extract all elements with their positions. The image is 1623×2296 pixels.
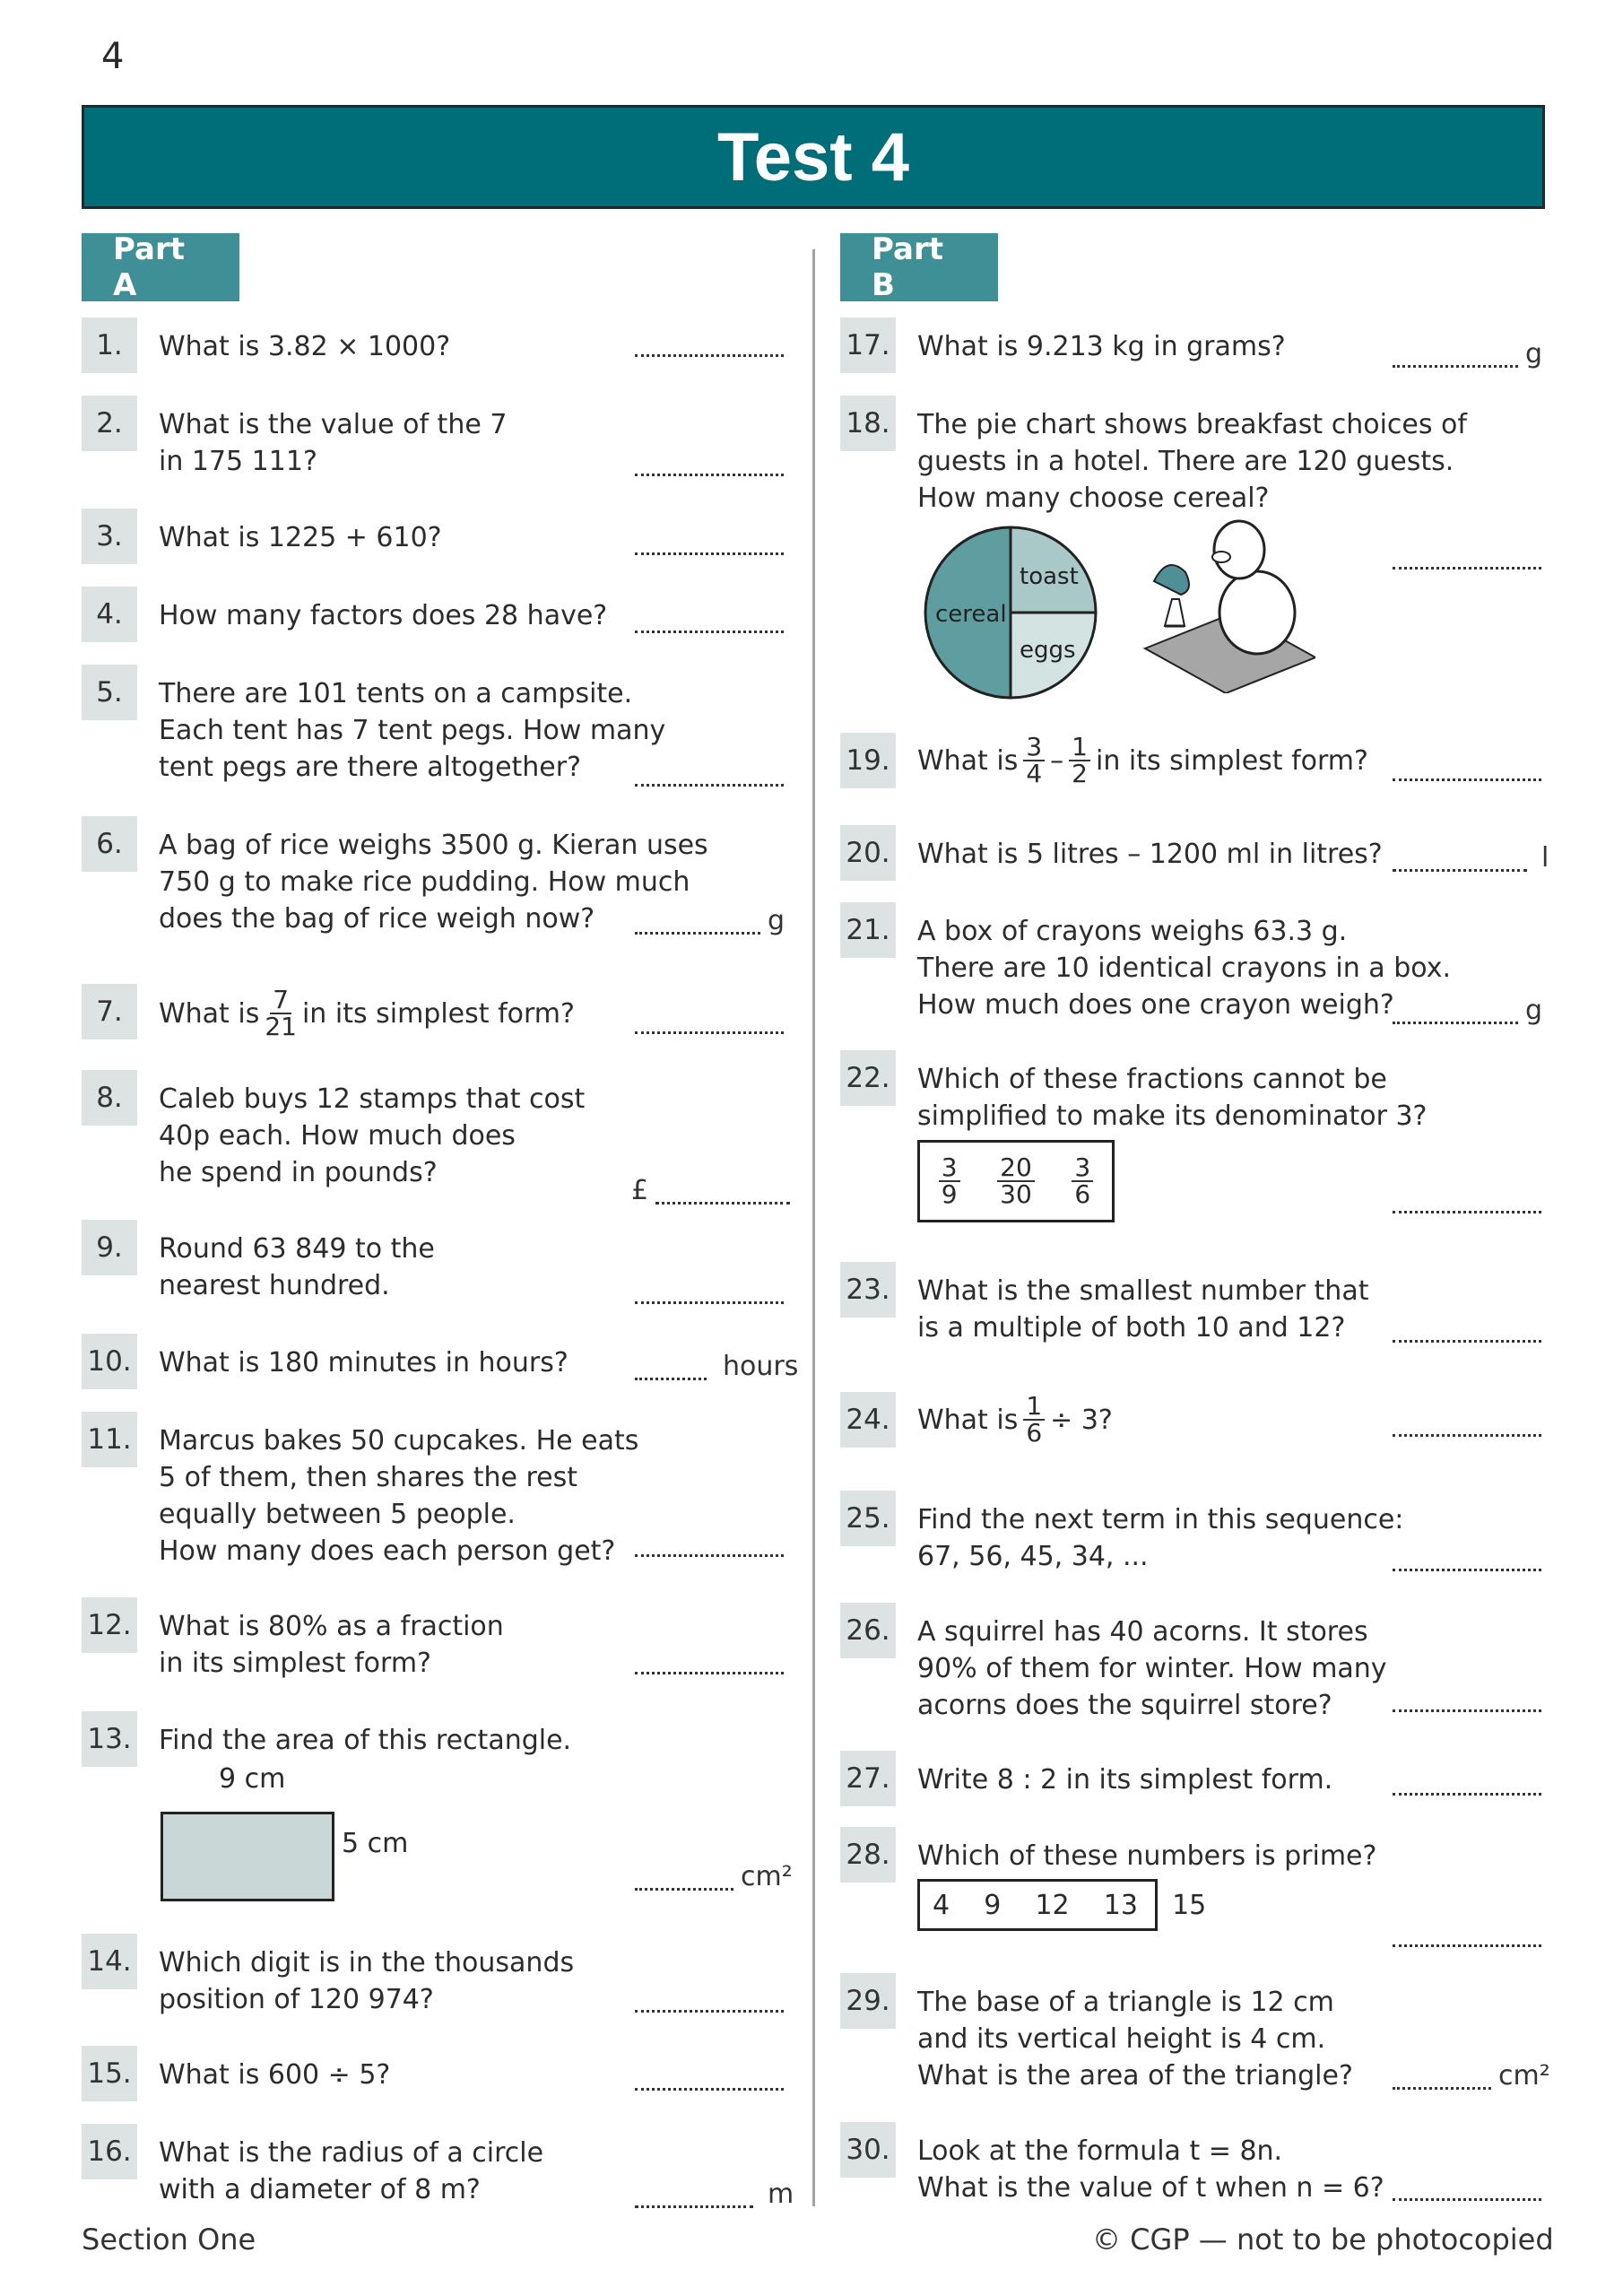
part-b-tab: Part B <box>840 233 998 301</box>
answer-field[interactable] <box>635 1300 784 1304</box>
answer-field[interactable] <box>635 1031 784 1034</box>
question-number: 27. <box>840 1751 896 1806</box>
question-number: 14. <box>82 1934 137 1989</box>
question-number: 1. <box>82 317 137 373</box>
question-text: What is the smallest number that is a multiple of both 10 and 12? <box>917 1275 1369 1344</box>
question-text: What is the radius of a circle with a diameter of 8 m? <box>159 2137 544 2205</box>
answer-field[interactable] <box>1393 2197 1541 2201</box>
question-number: 18. <box>840 396 896 451</box>
rectangle-width-label: 9 cm <box>219 1763 286 1795</box>
answer-field[interactable] <box>1393 1944 1541 1947</box>
fraction: $\frac{3}{4}$ <box>1023 735 1045 787</box>
title-banner <box>82 105 1545 209</box>
fraction: $\frac{1}{6}$ <box>1023 1394 1045 1446</box>
question-number: 13. <box>82 1711 137 1767</box>
fraction-option: $\frac{20}{30}$ <box>997 1155 1035 1207</box>
question-text: What is $\frac{3}{4}$ – $\frac{1}{2}$ in its simplest form? <box>917 732 1368 788</box>
question-number: 17. <box>840 317 896 373</box>
question-text: Find the area of this rectangle. <box>159 1725 572 1756</box>
question-number: 6. <box>82 816 137 872</box>
question-number: 7. <box>82 984 137 1039</box>
question-text: Which of these fractions cannot be simplified to make its denominator 3? <box>917 1064 1428 1132</box>
footer-section-label: Section One <box>82 2222 256 2257</box>
question-number: 26. <box>840 1603 896 1658</box>
answer-field[interactable] <box>635 1553 784 1557</box>
answer-field[interactable] <box>635 473 784 476</box>
question-number: 8. <box>82 1070 137 1126</box>
page-title: Test 4 <box>716 118 909 196</box>
question-text: Which digit is in the thousands position of 120 974? <box>159 1947 575 2015</box>
question-number: 22. <box>840 1050 896 1106</box>
rectangle-height-label: 5 cm <box>342 1828 409 1859</box>
question-number: 25. <box>840 1491 896 1546</box>
question-text: Find the next term in this sequence: 67, 56, 45, 34, ... <box>917 1504 1404 1572</box>
answer-field[interactable] <box>1393 1568 1541 1571</box>
question-text: What is 5 litres – 1200 ml in litres? <box>917 839 1383 870</box>
question-text: A box of crayons weighs 63.3 g. There are 10 identical crayons in a box. How much does one crayon weigh? <box>917 916 1451 1021</box>
answer-field[interactable] <box>1393 1339 1541 1343</box>
question-text: What is 180 minutes in hours? <box>159 1347 568 1378</box>
answer-field[interactable]: g <box>1393 997 1542 1024</box>
question-text: What is 3.82 × 1000? <box>159 331 451 362</box>
answer-field[interactable]: m <box>635 2181 794 2208</box>
question-number: 30. <box>840 2122 896 2178</box>
question-text: The base of a triangle is 12 cm and its vertical height is 4 cm. What is the area of the triangle? <box>917 1987 1353 2092</box>
question-number: 2. <box>82 396 137 451</box>
answer-field[interactable]: cm² <box>1393 2063 1550 2090</box>
answer-field[interactable] <box>635 783 784 787</box>
answer-field[interactable] <box>1393 1433 1541 1437</box>
answer-field[interactable] <box>635 2009 784 2013</box>
answer-field[interactable] <box>635 552 784 555</box>
question-number: 9. <box>82 1220 137 1275</box>
question-text: What is the value of the 7 in 175 111? <box>159 409 508 477</box>
fraction-option: $\frac{3}{9}$ <box>939 1155 960 1207</box>
answer-field[interactable] <box>1393 566 1541 570</box>
question-number: 23. <box>840 1262 896 1318</box>
part-a-tab: Part A <box>82 233 239 301</box>
question-text: What is $\frac{7}{21}$ in its simplest form? <box>159 985 575 1041</box>
question-text: What is $\frac{1}{6}$ ÷ 3? <box>917 1391 1113 1448</box>
question-number: 10. <box>82 1334 137 1389</box>
question-number: 19. <box>840 733 896 788</box>
pie-label-eggs: eggs <box>1020 637 1076 664</box>
question-text: Which of these numbers is prime? <box>917 1840 1377 1872</box>
question-text: The pie chart shows breakfast choices of guests in a hotel. There are 120 guests. How many choose cereal? <box>917 409 1467 514</box>
fraction: $\frac{1}{2}$ <box>1069 735 1090 787</box>
pie-label-toast: toast <box>1020 563 1079 590</box>
fraction-options-box <box>917 1140 1115 1222</box>
answer-field[interactable]: l <box>1393 845 1549 872</box>
rectangle-shape <box>161 1812 334 1901</box>
question-text: What is 1225 + 610? <box>159 522 442 553</box>
man-and-bird-illustration <box>1136 514 1315 693</box>
fraction: $\frac{7}{21}$ <box>265 985 297 1041</box>
answer-field[interactable] <box>1393 1210 1541 1213</box>
question-number: 5. <box>82 665 137 720</box>
answer-field[interactable] <box>635 2087 784 2091</box>
question-number: 20. <box>840 825 896 881</box>
answer-field[interactable] <box>1393 778 1541 781</box>
answer-field[interactable]: £ <box>631 1178 790 1205</box>
question-number: 15. <box>82 2046 137 2101</box>
breakfast-pie-chart <box>921 523 1100 702</box>
column-divider <box>812 249 815 2206</box>
question-number: 4. <box>82 587 137 642</box>
pie-label-cereal: cereal <box>935 601 1007 628</box>
answer-field[interactable]: g <box>1393 341 1542 368</box>
question-text: How many factors does 28 have? <box>159 600 608 631</box>
footer-copyright: © CGP — not to be photocopied <box>1092 2222 1554 2257</box>
question-number: 3. <box>82 509 137 564</box>
number-options-box: 4 9 12 13 15 <box>917 1879 1158 1931</box>
question-number: 24. <box>840 1392 896 1448</box>
answer-field[interactable] <box>635 353 784 357</box>
question-text: What is 80% as a fraction in its simplest form? <box>159 1611 504 1679</box>
question-text: Caleb buys 12 stamps that cost 40p each. How much does he spend in pounds? <box>159 1083 586 1188</box>
question-number: 11. <box>82 1412 137 1467</box>
question-text: Write 8 : 2 in its simplest form. <box>917 1764 1333 1796</box>
question-number: 12. <box>82 1597 137 1653</box>
question-text: A bag of rice weighs 3500 g. Kieran uses 750 g to make rice pudding. How much does the bag of rice weigh now? <box>159 830 708 935</box>
question-number: 28. <box>840 1827 896 1883</box>
question-text: Marcus bakes 50 cupcakes. He eats 5 of them, then shares the rest equally between 5 people. How many does each person get? <box>159 1425 639 1567</box>
question-text: Look at the formula t = 8n. What is the value of t when n = 6? <box>917 2135 1384 2204</box>
question-text: A squirrel has 40 acorns. It stores 90% of them for winter. How many acorns does the squirrel store? <box>917 1616 1387 1721</box>
answer-field[interactable]: cm² <box>635 1864 793 1891</box>
question-number: 29. <box>840 1973 896 2029</box>
question-text: There are 101 tents on a campsite. Each tent has 7 tent pegs. How many tent pegs are there altogether? <box>159 678 666 783</box>
answer-field[interactable] <box>1393 1792 1541 1796</box>
answer-field[interactable] <box>635 630 784 633</box>
answer-field[interactable]: hours <box>635 1353 798 1380</box>
question-number: 16. <box>82 2124 137 2179</box>
answer-field[interactable]: g <box>635 908 785 935</box>
fraction-option: $\frac{3}{6}$ <box>1072 1155 1093 1207</box>
answer-field[interactable] <box>635 1671 784 1674</box>
question-text: Round 63 849 to the nearest hundred. <box>159 1233 435 1301</box>
question-text: What is 600 ÷ 5? <box>159 2059 391 2091</box>
question-text: What is 9.213 kg in grams? <box>917 331 1286 362</box>
question-number: 21. <box>840 902 896 958</box>
answer-field[interactable] <box>1393 1709 1541 1712</box>
page-number: 4 <box>101 36 125 77</box>
